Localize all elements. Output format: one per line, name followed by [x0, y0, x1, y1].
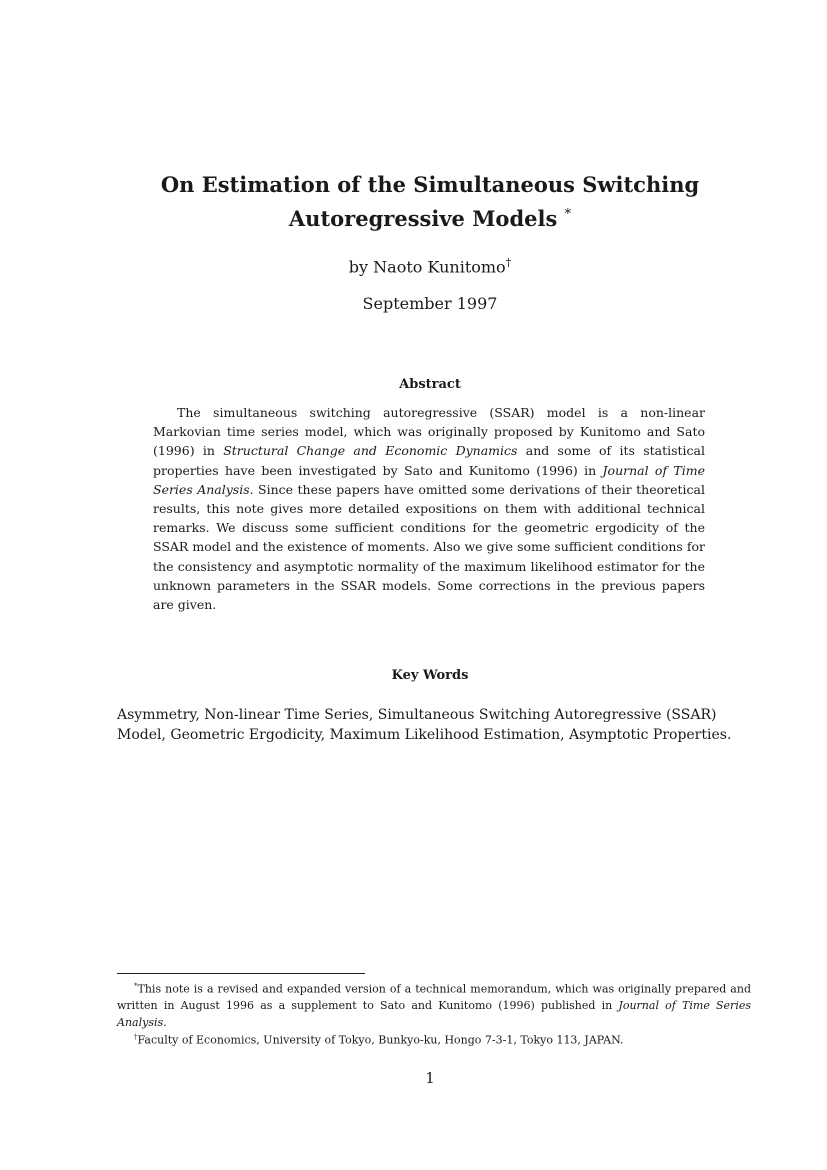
abstract-book-title: Structural Change and Economic Dynamics — [223, 443, 518, 459]
title-line-2-text: Autoregressive Models — [288, 206, 558, 231]
title-line-2 — [110, 200, 750, 234]
footnote-2 — [117, 1029, 751, 1049]
abstract-text-3: Since these papers have omitted some derivations of their theoretical results, this note gives more detailed expositions on them with additional technical remarks. We discuss some sufficient conditions for the geometric ergodicity of the SSAR model and the existence of moments. Also we give some sufficient conditions for the consistency and asymptotic normality of the maximum likelihood estimator for the unknown parameters in the SSAR models. Some corrections in the previous papers are given. — [153, 481, 705, 613]
keywords-heading: Key Words — [391, 668, 469, 683]
author-line — [110, 256, 750, 276]
footnote-1-journal: Journal of Time Series Analysis. — [117, 999, 751, 1029]
footnote-rule — [117, 973, 365, 974]
abstract-text-1: The simultaneous switching autoregressive (SSAR) model is a non-linear Markovian time series model, which was originally proposed by Kunitomo and Sato (1996) in — [153, 405, 705, 459]
author-footnote-marker: † — [505, 256, 512, 269]
footnote-1-marker: * — [134, 982, 138, 990]
page-number: 1 — [425, 1069, 435, 1087]
footnote-2-text: Faculty of Economics, University of Tokyo, Bunkyo-ku, Hongo 7-3-1, Tokyo 113, JAPAN. — [137, 1033, 624, 1047]
author-name: by Naoto Kunitomo — [348, 257, 506, 277]
abstract-body — [153, 403, 705, 614]
title-line-1: On Estimation of the Simultaneous Switching — [160, 172, 700, 197]
footnote-1 — [117, 978, 751, 1031]
abstract-journal-title: Journal of Time Series Analysis. — [153, 462, 706, 497]
paper-title — [110, 170, 750, 234]
abstract-text-2: and some of its statistical properties have been investigated by Sato and Kunitomo (1996) in — [153, 443, 705, 478]
footnote-2-marker: † — [134, 1033, 138, 1041]
footnote-1-text: This note is a revised and expanded version of a technical memorandum, which was originally prepared and written in August 1996 as a supplement to Sato and Kunitomo (1996) published in — [117, 982, 751, 1013]
keywords-body: Asymmetry, Non-linear Time Series, Simultaneous Switching Autoregressive (SSAR) Model, Geometric Ergodicity, Maximum Likelihood Estimation, Asymptotic Properties. — [117, 707, 732, 743]
abstract-heading: Abstract — [399, 377, 461, 392]
paper-date: September 1997 — [362, 294, 498, 313]
title-footnote-marker: * — [564, 207, 572, 222]
